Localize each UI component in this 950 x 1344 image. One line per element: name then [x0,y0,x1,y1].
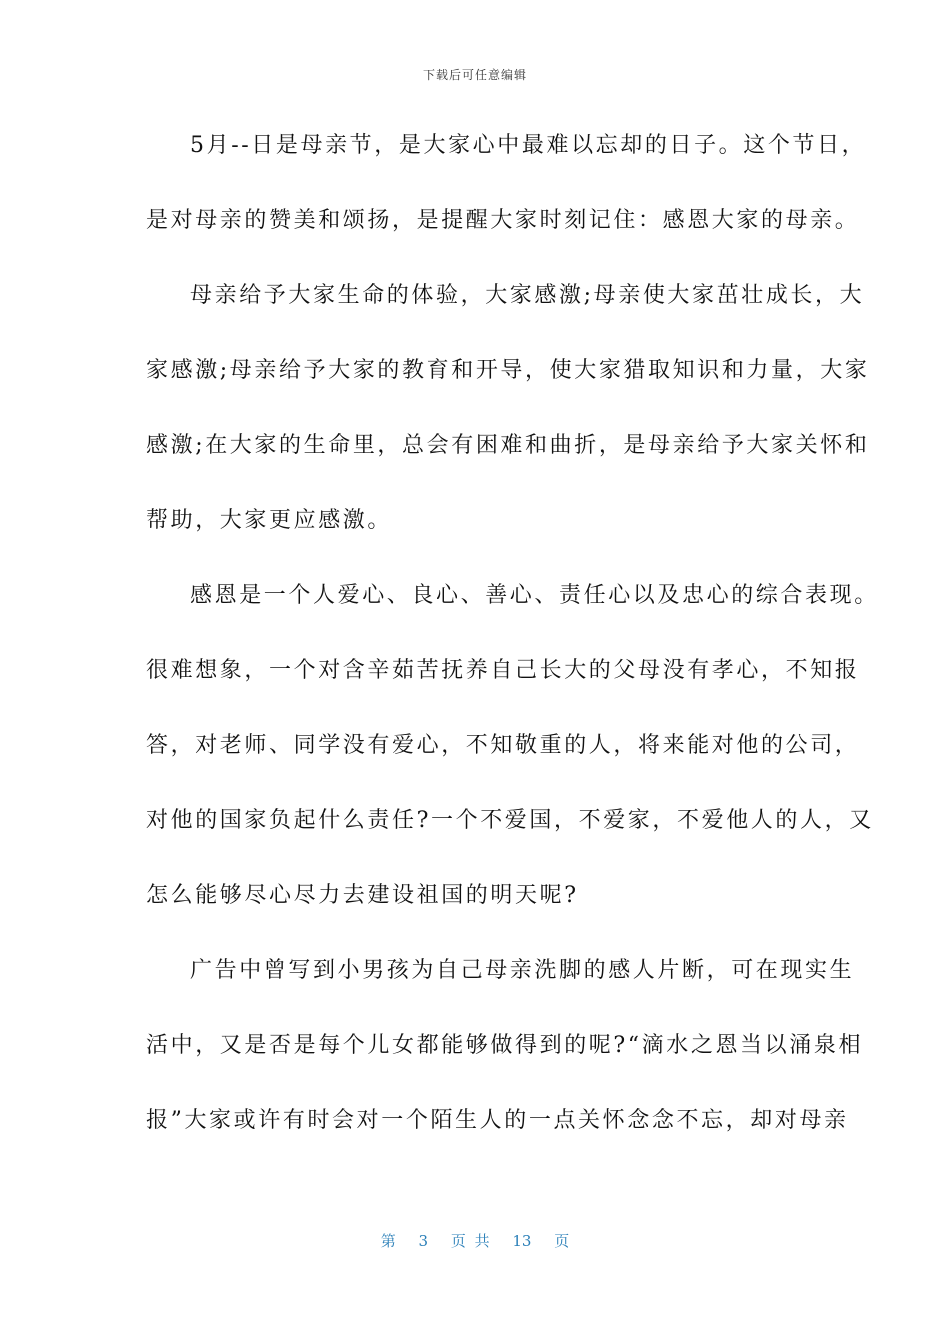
paragraph-line: 很难想象，一个对含辛茹苦抚养自己长大的父母没有孝心，不知报 [146,658,860,683]
paragraph-line: 家感激;母亲给予大家的教育和开导，使大家猎取知识和力量，大家 [146,358,870,383]
paragraph-line: 帮助，大家更应感激。 [146,508,393,533]
paragraph-line: 报”大家或许有时会对一个陌生人的一点关怀念念不忘，却对母亲 [146,1108,849,1133]
footer-label-of: 页 共 [450,1232,490,1250]
footer-label-end: 页 [554,1232,570,1250]
page-header: 下载后可任意编辑 [422,68,527,82]
paragraph-line: 母亲给予大家生命的体验，大家感激;母亲使大家茁壮成长，大 [190,283,865,308]
paragraph-line: 活中，又是否是每个儿女都能够做得到的呢?“滴水之恩当以涌泉相 [146,1033,864,1058]
current-page-number: 3 [418,1232,429,1250]
footer-label-page: 第 [380,1232,396,1250]
page-footer [0,1230,950,1251]
paragraph-line: 感恩是一个人爱心、良心、善心、责任心以及忠心的综合表现。 [190,583,879,608]
paragraph-line: 怎么能够尽心尽力去建设祖国的明天呢? [146,883,579,908]
paragraph-line: 答，对老师、同学没有爱心，不知敬重的人，将来能对他的公司， [146,733,860,758]
paragraph-line: 是对母亲的赞美和颂扬，是提醒大家时刻记住：感恩大家的母亲。 [146,208,860,233]
document-body [146,124,879,1174]
paragraph-line: 广告中曾写到小男孩为自己母亲洗脚的感人片断，可在现实生 [190,958,855,983]
total-pages-number: 13 [512,1232,532,1250]
paragraph-line: 感激;在大家的生命里，总会有困难和曲折，是母亲给予大家关怀和 [146,433,870,458]
paragraph-line: 对他的国家负起什么责任?一个不爱国，不爱家，不爱他人的人，又 [146,808,874,833]
paragraph-line: 5月--日是母亲节，是大家心中最难以忘却的日子。这个节日， [190,133,867,158]
